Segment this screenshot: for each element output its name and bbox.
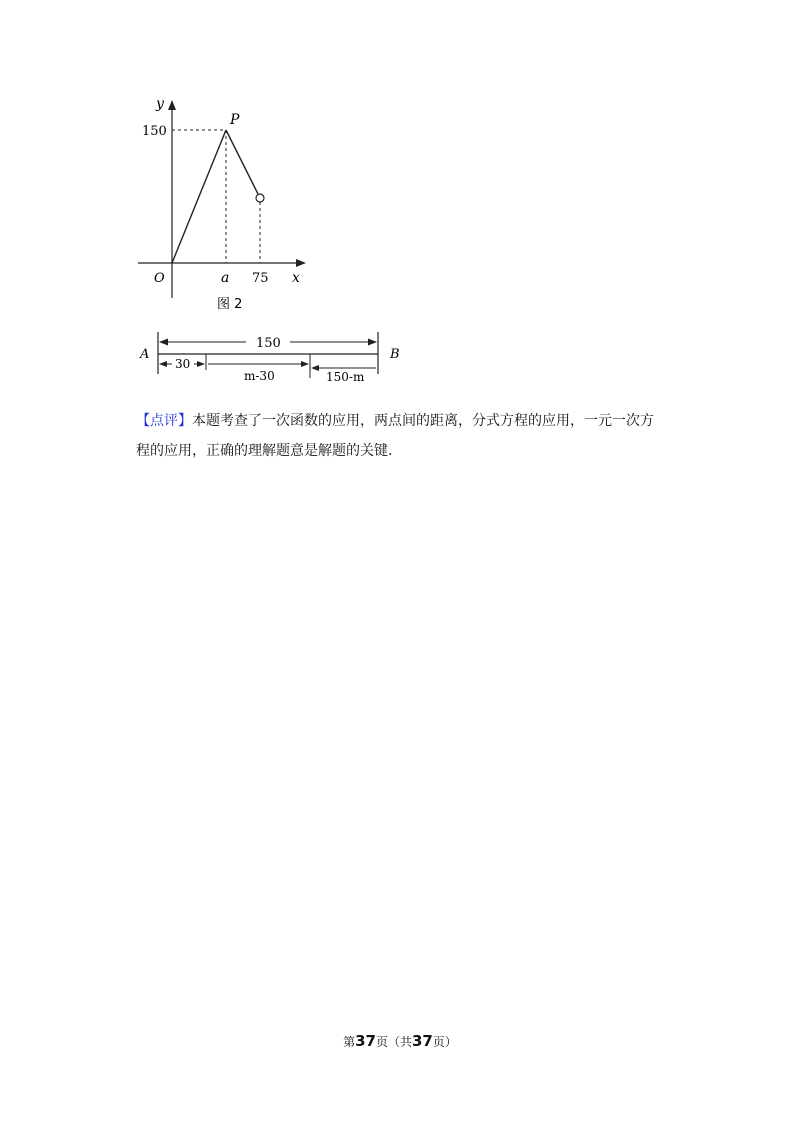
part2-label: m-30 xyxy=(244,369,275,383)
footer-middle: 页（共 xyxy=(375,1035,412,1049)
page-footer xyxy=(0,1032,800,1050)
part1-arrow-left-head xyxy=(159,361,167,367)
part1-arrow-right-head xyxy=(197,361,205,367)
function-graph xyxy=(130,92,320,312)
origin-label: O xyxy=(154,271,165,286)
falling-line xyxy=(226,130,258,194)
footer-page-number: 37 xyxy=(355,1032,376,1050)
point-b-label: B xyxy=(390,347,400,362)
comment-tag: 【点评】 xyxy=(136,413,192,429)
y-tick-150: 150 xyxy=(142,124,167,139)
x-axis-arrow xyxy=(296,259,306,267)
y-axis-arrow xyxy=(168,100,176,110)
part3-arrow-left-head xyxy=(311,365,319,371)
footer-total-pages: 37 xyxy=(412,1032,433,1050)
rising-line xyxy=(172,130,226,263)
comment-paragraph xyxy=(136,406,664,466)
total-length-label: 150 xyxy=(256,336,281,351)
footer-suffix: 页） xyxy=(432,1035,457,1049)
open-endpoint xyxy=(256,194,264,202)
comment-text: 本题考查了一次函数的应用，两点间的距离，分式方程的应用，一元一次方程的应用，正确的理解题意是解题的关键. xyxy=(136,413,654,459)
part2-arrow-right-head xyxy=(301,361,309,367)
y-axis-label: y xyxy=(156,96,164,112)
part1-label: 30 xyxy=(175,357,191,371)
total-arrow-right-head xyxy=(368,339,377,346)
part3-label: 150-m xyxy=(326,370,365,384)
total-arrow-left-head xyxy=(159,339,168,346)
x-axis-label: x xyxy=(292,270,300,286)
footer-prefix: 第 xyxy=(343,1035,356,1049)
x-tick-a: a xyxy=(221,270,230,286)
peak-label: P xyxy=(230,112,240,128)
figure-caption: 图 2 xyxy=(217,297,243,312)
segment-diagram xyxy=(136,330,406,386)
point-a-label: A xyxy=(140,347,150,362)
x-tick-75: 75 xyxy=(252,271,269,286)
